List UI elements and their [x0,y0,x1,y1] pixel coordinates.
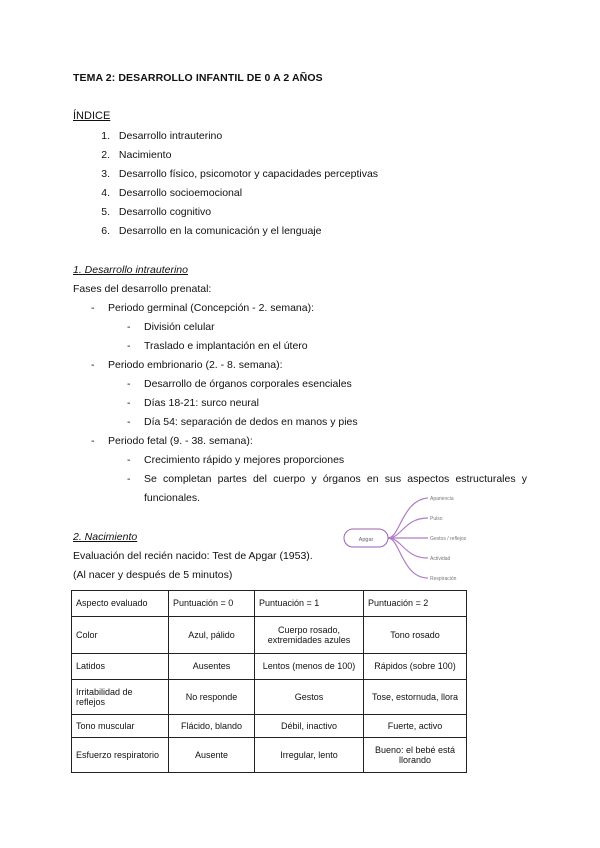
mindmap-center-label: Apgar [358,537,374,543]
table-cell: Tose, estornuda, llora [364,680,467,715]
index-item-label: Desarrollo cognitivo [118,206,212,218]
phase-label: Periodo embrionario (2. - 8. semana): [108,359,283,371]
table-row [72,680,467,715]
mindmap-branch-label: Apariencia [430,496,454,502]
sub-item [127,340,308,352]
section-intro: Fases del desarrollo prenatal: [73,283,212,295]
dash-bullet: - [127,416,131,428]
dash-bullet: - [91,359,95,371]
apgar-mindmap-figure [340,488,480,584]
apgar-intro: Evaluación del recién nacido: Test de Apgar (1953). [73,550,313,562]
dash-bullet: - [127,378,131,390]
phase-label: Periodo germinal (Concepción - 2. semana): [108,302,315,314]
phase-label: Periodo fetal (9. - 38. semana): [108,435,253,447]
table-cell: Débil, inactivo [255,715,364,738]
table-cell: Irritabilidad de reflejos [72,680,169,715]
table-cell: Bueno: el bebé está llorando [364,738,467,773]
sub-item [127,321,215,333]
sub-item [127,397,259,409]
table-cell: Tono muscular [72,715,169,738]
sub-item [127,378,352,390]
index-item-label: Desarrollo físico, psicomotor y capacidades perceptivas [118,168,379,180]
table-header-cell: Puntuación = 0 [169,591,255,617]
table-row [72,738,467,773]
table-cell: Irregular, lento [255,738,364,773]
table-cell: Ausentes [169,654,255,680]
index-item-label: Nacimiento [118,149,172,161]
section-heading-intrauterino: 1. Desarrollo intrauterino [73,264,188,276]
dash-bullet: - [127,397,131,409]
table-row [72,654,467,680]
table-cell: Ausente [169,738,255,773]
index-item-number: 1. [101,130,110,142]
index-item-number: 2. [101,149,110,161]
table-cell: Fuerte, activo [364,715,467,738]
sub-item-label: Desarrollo de órganos corporales esenciales [144,378,352,390]
apgar-timing-note: (Al nacer y después de 5 minutos) [73,569,233,581]
document-title: TEMA 2: DESARROLLO INFANTIL DE 0 A 2 AÑOS [73,72,323,84]
table-header-cell: Puntuación = 1 [255,591,364,617]
table-cell: Gestos [255,680,364,715]
table-header-cell: Puntuación = 2 [364,591,467,617]
sub-item-label-continued: funcionales. [144,492,201,504]
sub-item-label: Se completan partes del cuerpo y órganos en sus aspectos estructurales y [144,473,527,485]
table-cell: Cuerpo rosado, extremidades azules [255,617,364,654]
apgar-table [71,590,467,773]
table-cell: Lentos (menos de 100) [255,654,364,680]
phase-item [91,359,283,371]
table-cell: Latidos [72,654,169,680]
table-cell: Color [72,617,169,654]
dash-bullet: - [127,473,131,485]
sub-item-label: Traslado e implantación en el útero [144,340,308,352]
index-heading: ÍNDICE [73,110,111,122]
index-item [90,168,378,180]
index-item-number: 5. [101,206,110,218]
table-cell: Azul, pálido [169,617,255,654]
table-cell: Rápidos (sobre 100) [364,654,467,680]
sub-item-label: Día 54: separación de dedos en manos y pies [144,416,358,428]
index-item [90,130,222,142]
dash-bullet: - [127,454,131,466]
table-cell: Flácido, blando [169,715,255,738]
phase-item [91,435,253,447]
mindmap-branch-label: Actividad [430,556,451,562]
index-item-number: 4. [101,187,110,199]
table-cell: Esfuerzo respiratorio [72,738,169,773]
index-item-number: 3. [101,168,110,180]
section-heading-nacimiento: 2. Nacimiento [73,531,138,543]
table-header-row [72,591,467,617]
dash-bullet: - [91,435,95,447]
index-item-label: Desarrollo en la comunicación y el lenguaje [118,225,322,237]
table-row [72,617,467,654]
sub-item [127,454,345,466]
mindmap-branch-label: Gestos / reflejos [430,536,467,542]
dash-bullet: - [127,340,131,352]
table-header-cell: Aspecto evaluado [72,591,169,617]
sub-item-label: Crecimiento rápido y mejores proporciones [144,454,345,466]
index-item-label: Desarrollo intrauterino [118,130,223,142]
dash-bullet: - [91,302,95,314]
index-item [90,225,321,237]
index-item [90,187,242,199]
phase-item [91,302,315,314]
mindmap-branch-label: Respiración [430,576,457,582]
mindmap-branch-label: Pulso [430,516,443,522]
sub-item [127,416,358,428]
index-item [90,206,211,218]
table-cell: Tono rosado [364,617,467,654]
table-cell: No responde [169,680,255,715]
index-item-label: Desarrollo socioemocional [118,187,243,199]
index-item [90,149,171,161]
sub-item-label: Días 18-21: surco neural [144,397,259,409]
dash-bullet: - [127,321,131,333]
index-item-number: 6. [101,225,110,237]
table-row [72,715,467,738]
sub-item-label: División celular [144,321,215,333]
